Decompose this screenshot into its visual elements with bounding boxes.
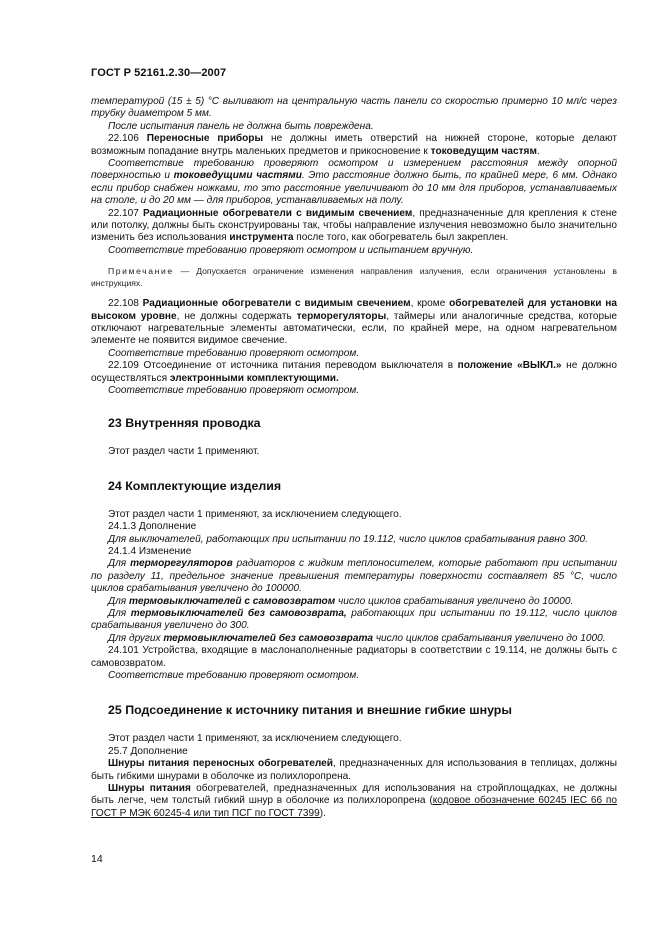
- text-run: токоведущими частями: [173, 170, 302, 182]
- document-content: [91, 96, 617, 820]
- text-run: температурой (15 ± 5) °С выливают на центральную часть панели со скоростью примерно 10 мл/с через трубку диаметром 5 мм.: [91, 96, 617, 120]
- text-run: положение «ВЫКЛ.»: [457, 360, 562, 372]
- text-run: радиаторов с жидким теплоносителем, которые работают при испытании по разделу 11, предельное значение превышения температуры поверхности составляет 85 °С, число циклов срабатывания увеличено до 100000.: [91, 558, 617, 595]
- text-run: 24.1.3 Дополнение: [108, 521, 197, 533]
- text-run: 24.101 Устройства, входящие в маслонаполненные радиаторы в соответствии с 19.114, не должны быть с самовозвратом.: [91, 645, 617, 669]
- text-run: Радиационные обогреватели с видимым свечением: [143, 207, 413, 219]
- text-run: Этот раздел части 1 применяют, за исключением следующего.: [108, 733, 402, 745]
- clause-24-1-4-title: [91, 546, 617, 558]
- text-run: , предназначенных для использования в теплицах, должны быть гибкими шнурами в оболочке из полихлоропрена.: [91, 758, 617, 782]
- text-run: после того, как обогреватель был закреплен.: [293, 232, 509, 244]
- text-run: Для других: [108, 632, 164, 644]
- clause-24-101: [91, 645, 617, 670]
- text-run: 25.7 Дополнение: [108, 745, 188, 757]
- clause-22-108-compliance: [91, 348, 617, 360]
- clause-24-1-3-title: [91, 521, 617, 533]
- text-run: Шнуры питания: [108, 783, 191, 795]
- section-heading-23: 23 Внутренняя проводка: [108, 416, 261, 431]
- text-run: терморегуляторы: [296, 310, 387, 322]
- clause-25-7-title: [91, 746, 617, 758]
- text-run: Радиационные обогреватели с видимым свечением: [142, 298, 411, 310]
- clause-25-7-construction: [91, 783, 617, 820]
- section-heading-25: 25 Подсоединение к источнику питания и внешние гибкие шнуры: [108, 703, 512, 718]
- section-heading-24: 24 Комплектующие изделия: [108, 478, 282, 493]
- paragraph-22-105-result: [91, 121, 617, 133]
- clause-24-1-4-self-resetting: [91, 596, 617, 608]
- text-run: работающих при испытании по 19.112, число циклов срабатывания увеличено до 300.: [91, 608, 617, 632]
- text-run: . Это расстояние должно быть, по крайней мере, 6 мм. Однако если прибор снабжен ножками, то это расстояние увеличивают до 10 мм для приборов, устанавливаемых на столе, и до 20 мм — для приборов, устанавливаемых на полу.: [91, 170, 618, 207]
- document-header: ГОСТ Р 52161.2.30—2007: [91, 67, 227, 79]
- note-22-107: [91, 266, 617, 289]
- text-run: число циклов срабатывания увеличено до 10000.: [335, 595, 574, 607]
- text-run: Соответствие требованию проверяют осмотром.: [108, 384, 360, 396]
- text-run: терморегуляторов: [130, 558, 233, 570]
- text-run: , не должны содержать: [176, 310, 297, 322]
- section-25-intro: [91, 733, 617, 745]
- text-run: Соответствие требованию проверяют осмотром и испытанием вручную.: [108, 244, 474, 256]
- text-run: термовыключателей без самовозврата,: [130, 608, 347, 619]
- text-run: термовыключателей без самовозврата: [163, 632, 374, 644]
- text-run: термовыключателей с самовозвратом: [129, 595, 336, 607]
- text-run: Примечание: [108, 266, 174, 277]
- text-run: 22.108: [108, 298, 143, 310]
- clause-24-1-3-text: [91, 534, 617, 546]
- text-run: Переносные приборы: [146, 133, 264, 145]
- clause-24-1-4-other: [91, 633, 617, 645]
- clause-25-7-greenhouse: [91, 758, 617, 783]
- clause-22-108: [91, 298, 617, 348]
- text-run: кодовое обозначение 60245 IEC 66 по ГОСТ Р МЭК 60245-4 или тип ПСГ по ГОСТ 7399: [91, 795, 617, 819]
- text-run: число циклов срабатывания увеличено до 1000.: [373, 632, 606, 644]
- text-run: Соответствие требованию проверяют осмотром.: [108, 347, 360, 359]
- text-run: не должны иметь отверстий на нижней стороне, которые делают возможным попадание внутрь маленьких предметов и прикосновение к: [91, 133, 617, 157]
- page-number: 14: [91, 853, 103, 865]
- text-run: Соответствие требованию проверяют осмотром и измерением расстояния между опорной поверхностью и: [91, 158, 617, 182]
- clause-24-101-compliance: [91, 670, 617, 682]
- clause-22-107: [91, 208, 617, 245]
- text-run: — Допускается ограничение изменения направления излучения, если ограничения установлены в инструкциях.: [91, 266, 617, 288]
- text-run: .: [536, 145, 540, 157]
- text-run: , таймеры или аналогичные средства, которые отключают нагревательные элементы автоматически, если, по крайней мере, на одном нагревательном элементе не появится видимое свечение.: [91, 310, 617, 347]
- text-run: 22.109 Отсоединение от источника питания переводом выключателя в: [108, 360, 458, 372]
- text-run: 22.106: [108, 133, 147, 145]
- clause-22-109-compliance: [91, 385, 617, 397]
- text-run: обогревателей, предназначенных для использования на стройплощадках, не должны быть легче, чем толстый гибкий шнур в оболочке из полихлоропрена (: [91, 783, 617, 807]
- clause-24-1-4-thermostats: [91, 558, 617, 595]
- text-run: , предназначенные для крепления к стене или потолку, должны быть сконструированы так, чтобы направление излучения невозможно было значительно изменить без использования: [91, 207, 617, 244]
- clause-24-1-4-non-self-resetting: [91, 608, 617, 633]
- text-run: Для: [108, 608, 131, 619]
- section-24-intro: [91, 509, 617, 521]
- text-run: Этот раздел части 1 применяют.: [108, 446, 260, 458]
- text-run: обогревателей для установки на высоком уровне: [91, 298, 617, 322]
- clause-22-106: [91, 133, 617, 158]
- text-run: 22.107: [108, 207, 143, 219]
- section-23-text: [91, 446, 617, 458]
- text-run: Для: [108, 595, 129, 607]
- clause-22-109: [91, 360, 617, 385]
- text-run: Для выключателей, работающих при испытании по 19.112, число циклов срабатывания равно 300.: [108, 533, 588, 545]
- text-run: 24.1.4 Изменение: [108, 545, 192, 557]
- text-run: Этот раздел части 1 применяют, за исключением следующего.: [108, 508, 402, 520]
- clause-22-106-compliance: [91, 158, 617, 208]
- text-run: электронными комплектующими.: [169, 372, 339, 384]
- text-run: инструмента: [229, 232, 294, 244]
- text-run: не должно осуществляться: [91, 360, 617, 384]
- text-run: Соответствие требованию проверяют осмотром.: [108, 670, 360, 682]
- text-run: ).: [319, 807, 326, 819]
- text-run: Шнуры питания переносных обогревателей: [108, 758, 333, 770]
- text-run: токоведущим частям: [430, 145, 537, 157]
- text-run: , кроме: [410, 298, 450, 310]
- clause-22-107-compliance: [91, 245, 617, 257]
- paragraph-22-105-continued: [91, 96, 617, 121]
- text-run: После испытания панель не должна быть повреждена.: [108, 120, 374, 132]
- text-run: Для: [108, 558, 131, 570]
